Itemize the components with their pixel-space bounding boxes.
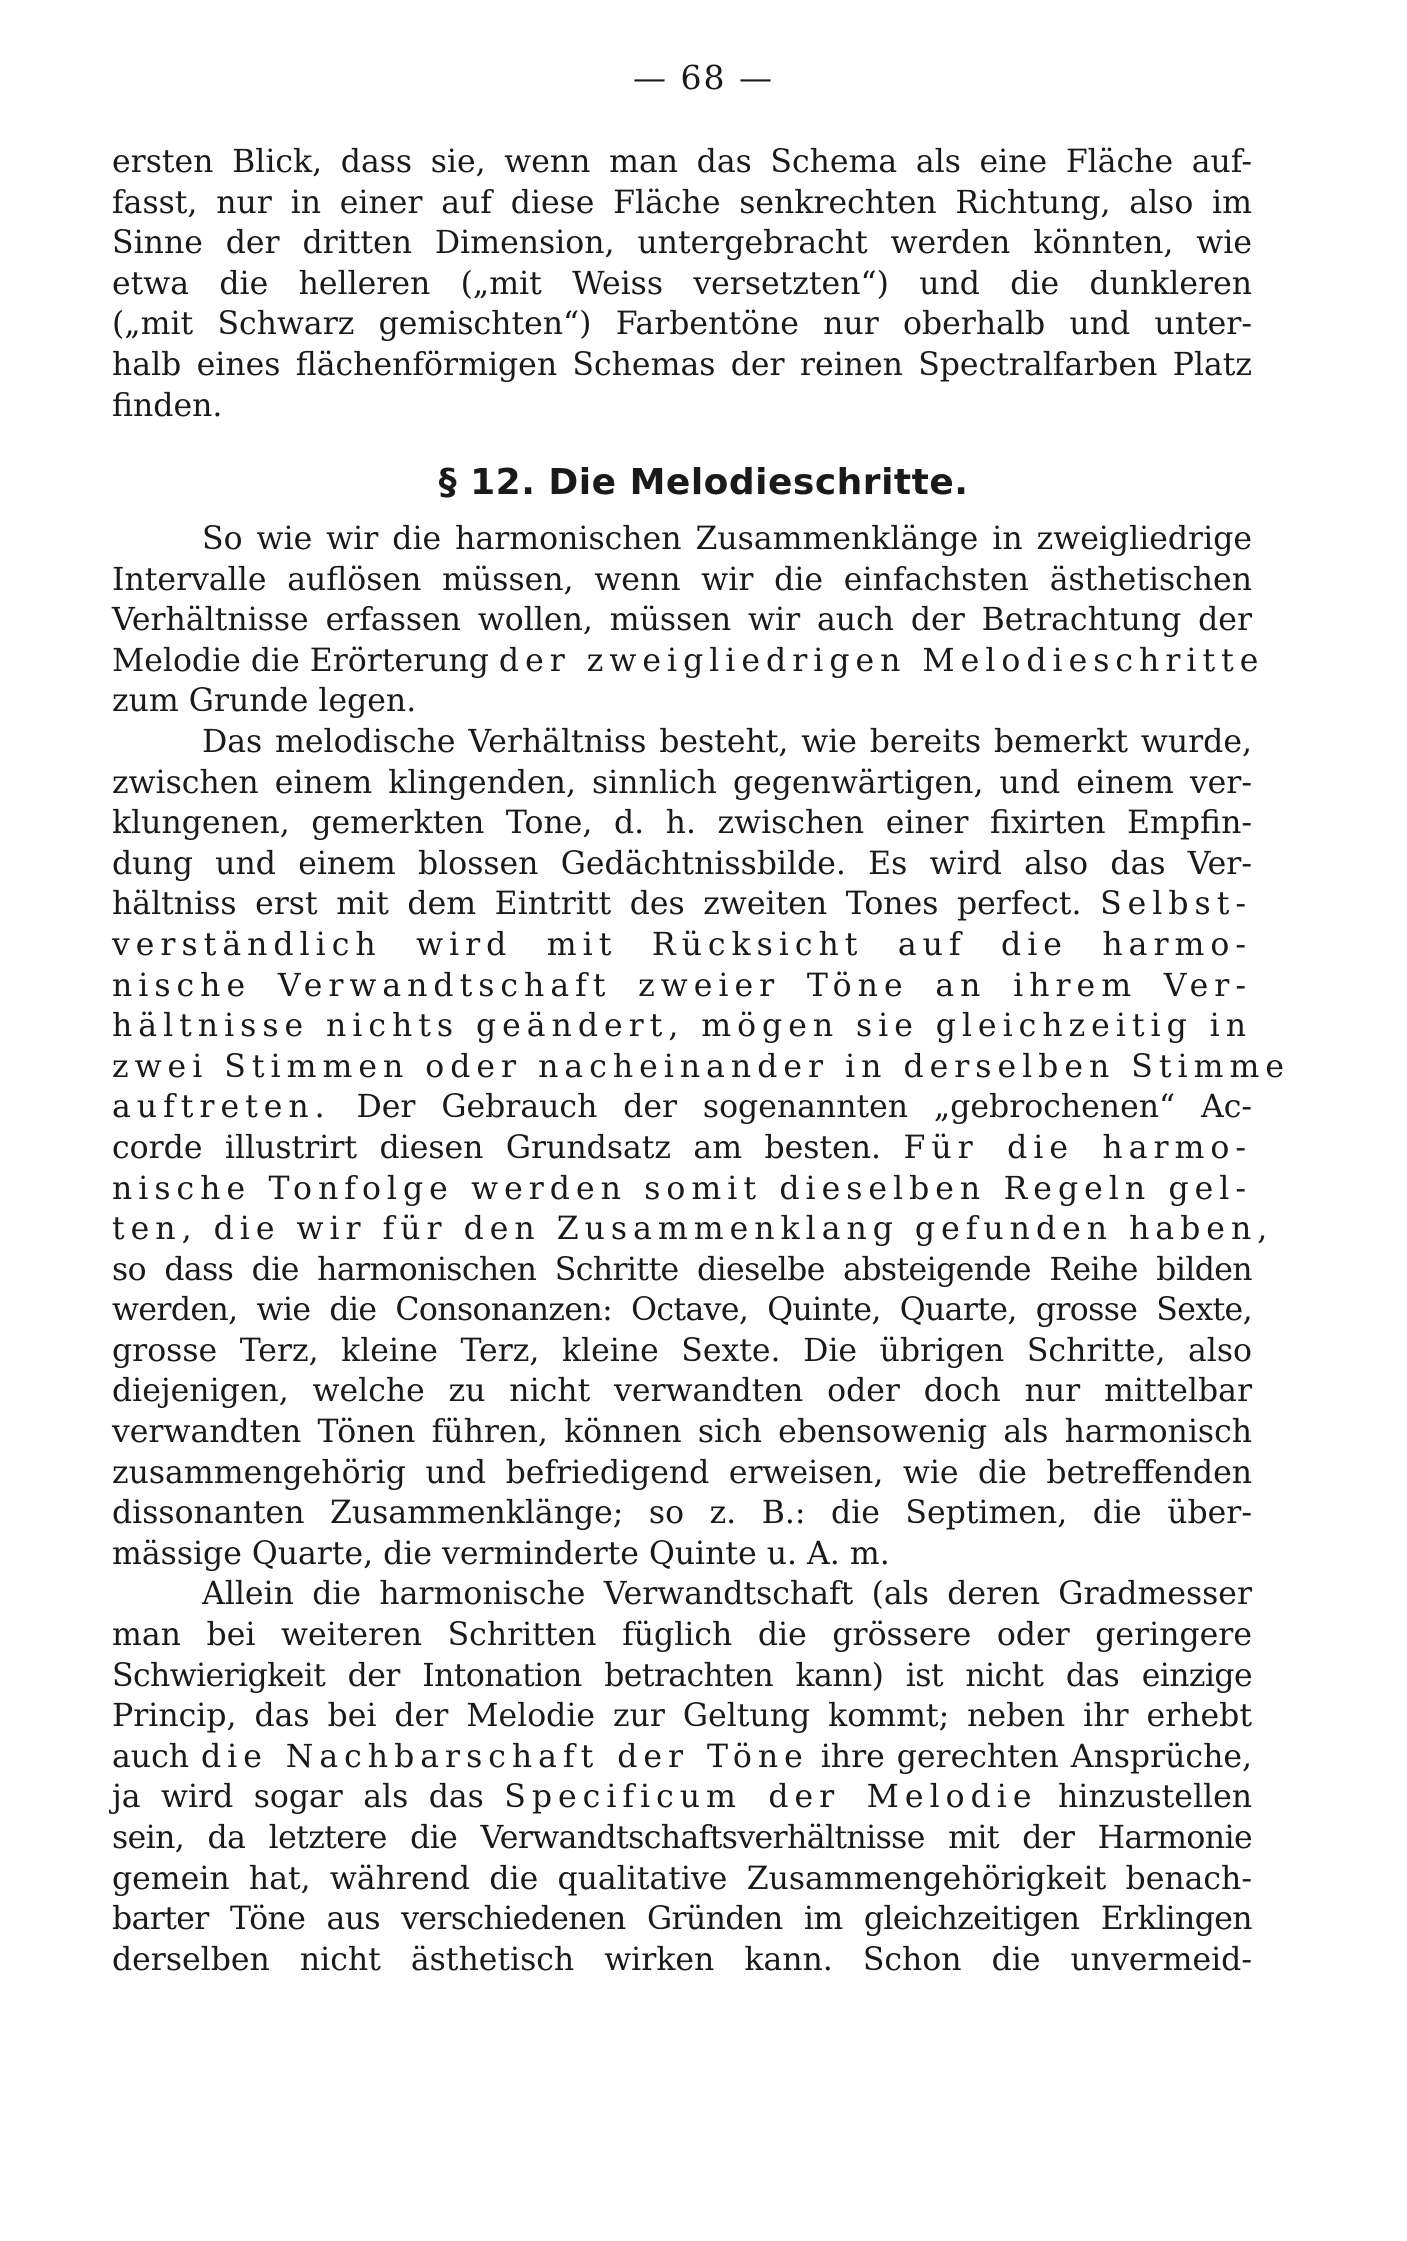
paragraph-continuation <box>112 142 1252 426</box>
text-run: ja wird sogar als das <box>112 1779 484 1816</box>
text-line: zum Grunde legen. <box>112 683 417 720</box>
text-line <box>112 1737 1252 1778</box>
text-run: Der Gebrauch der sogenannten „gebrochenen“ Ac- <box>356 1089 1252 1126</box>
text-line: Allein die harmonische Verwandtschaft (als deren Gradmesser <box>202 1576 1252 1613</box>
text-line <box>112 1087 1252 1128</box>
text-run: Melodie die Erörterung <box>112 642 489 679</box>
text-line: etwa die helleren („mit Weiss versetzten“) und die dunkleren <box>112 265 1252 302</box>
page-number: — 68 — <box>633 58 774 97</box>
text-line: Sinne der dritten Dimension, untergebracht werden könnten, wie <box>112 225 1252 262</box>
text-line: so dass die harmonischen Schritte dieselbe absteigende Reihe bilden <box>112 1251 1252 1288</box>
text-line: Das melodische Verhältniss besteht, wie bereits bemerkt wurde, <box>202 723 1252 760</box>
text-line <box>112 641 1265 682</box>
emphasis-line: zwei Stimmen oder nacheinander in derselben Stimme <box>112 1048 1290 1085</box>
text-line: verwandten Tönen führen, können sich ebensowenig als harmonisch <box>112 1414 1252 1451</box>
section-heading: § 12. Die Melodieschritte. <box>438 462 969 503</box>
emphasis-line: hältnisse nichts geändert, mögen sie gleichzeitig in <box>112 1008 1252 1045</box>
text-line: man bei weiteren Schritten füglich die grössere oder geringere <box>112 1617 1252 1654</box>
text-line: gemein hat, während die qualitative Zusammengehörigkeit benach- <box>112 1860 1252 1897</box>
text-line: barter Töne aus verschiedenen Gründen im gleichzeitigen Erklingen <box>112 1901 1252 1938</box>
text-line: dung und einem blossen Gedächtnissbilde. Es wird also das Ver- <box>112 845 1252 882</box>
text-line: zwischen einem klingenden, sinnlich gegenwärtigen, und einem ver- <box>112 764 1252 801</box>
text-run: hältniss erst mit dem Eintritt des zweiten Tones perfect. <box>112 886 1082 923</box>
emphasis-spaced: Für die harmo- <box>903 1129 1253 1166</box>
text-line: finden. <box>112 387 223 424</box>
text-line: klungenen, gemerkten Tone, d. h. zwischen einer fixirten Empfin- <box>112 805 1252 842</box>
text-line: Princip, das bei der Melodie zur Geltung kommt; neben ihr erhebt <box>112 1698 1252 1735</box>
text-line: Intervalle auflösen müssen, wenn wir die einfachsten ästhetischen <box>112 561 1252 598</box>
text-line: dissonanten Zusammenklänge; so z. B.: die Septimen, die über- <box>112 1495 1252 1532</box>
text-line <box>112 884 1252 925</box>
text-line: Schwierigkeit der Intonation betrachten kann) ist nicht das einzige <box>112 1657 1252 1694</box>
text-run: auch <box>112 1738 189 1775</box>
text-line <box>112 1777 1252 1818</box>
text-line: („mit Schwarz gemischten“) Farbentöne nur oberhalb und unter- <box>112 306 1252 343</box>
emphasis-spaced: Specificum der Melodie <box>504 1779 1038 1816</box>
text-line: Verhältnisse erfassen wollen, müssen wir auch der Betrachtung der <box>112 602 1252 639</box>
emphasis-spaced: auftreten. <box>112 1089 331 1126</box>
text-line: So wie wir die harmonischen Zusammenklänge in zweigliedrige <box>202 521 1252 557</box>
text-line <box>112 1128 1252 1169</box>
text-line: werden, wie die Consonanzen: Octave, Quinte, Quarte, grosse Sexte, <box>112 1292 1252 1329</box>
text-line: derselben nicht ästhetisch wirken kann. Schon die unvermeid- <box>112 1941 1252 1978</box>
emphasis-line: nische Tonfolge werden somit dieselben Regeln gel- <box>112 1170 1252 1207</box>
text-line: diejenigen, welche zu nicht verwandten oder doch nur mittelbar <box>112 1373 1252 1410</box>
text-run: ihre gerechten Ansprüche, <box>820 1738 1253 1775</box>
emphasis-line: nische Verwandtschaft zweier Töne an ihrem Ver- <box>112 967 1252 1004</box>
section-body <box>112 519 1290 1980</box>
emphasis-spaced: die Nachbarschaft der Töne <box>200 1738 809 1775</box>
text-line: sein, da letztere die Verwandtschaftsverhältnisse mit der Harmonie <box>112 1820 1252 1856</box>
emphasis-line: ten, die wir für den Zusammenklang gefunden haben, <box>112 1211 1274 1248</box>
text-line: ersten Blick, dass sie, wenn man das Schema als eine Fläche auf- <box>112 144 1252 180</box>
emphasis-spaced: Selbst- <box>1100 886 1253 923</box>
emphasis-spaced: der zweigliedrigen Melodieschritte <box>498 642 1265 679</box>
text-run: hinzustellen <box>1057 1779 1253 1816</box>
text-line: zusammengehörig und befriedigend erweisen, wie die betreffenden <box>112 1454 1252 1491</box>
text-run: corde illustrirt diesen Grundsatz am besten. <box>112 1129 882 1166</box>
text-line: halb eines flächenförmigen Schemas der reinen Spectralfarben Platz <box>112 346 1252 383</box>
emphasis-line: verständlich wird mit Rücksicht auf die harmo- <box>112 926 1252 963</box>
text-line: fasst, nur in einer auf diese Fläche senkrechten Richtung, also im <box>112 184 1252 221</box>
text-line: mässige Quarte, die verminderte Quinte u. A. m. <box>112 1535 890 1572</box>
text-line: grosse Terz, kleine Terz, kleine Sexte. Die übrigen Schritte, also <box>112 1332 1252 1369</box>
